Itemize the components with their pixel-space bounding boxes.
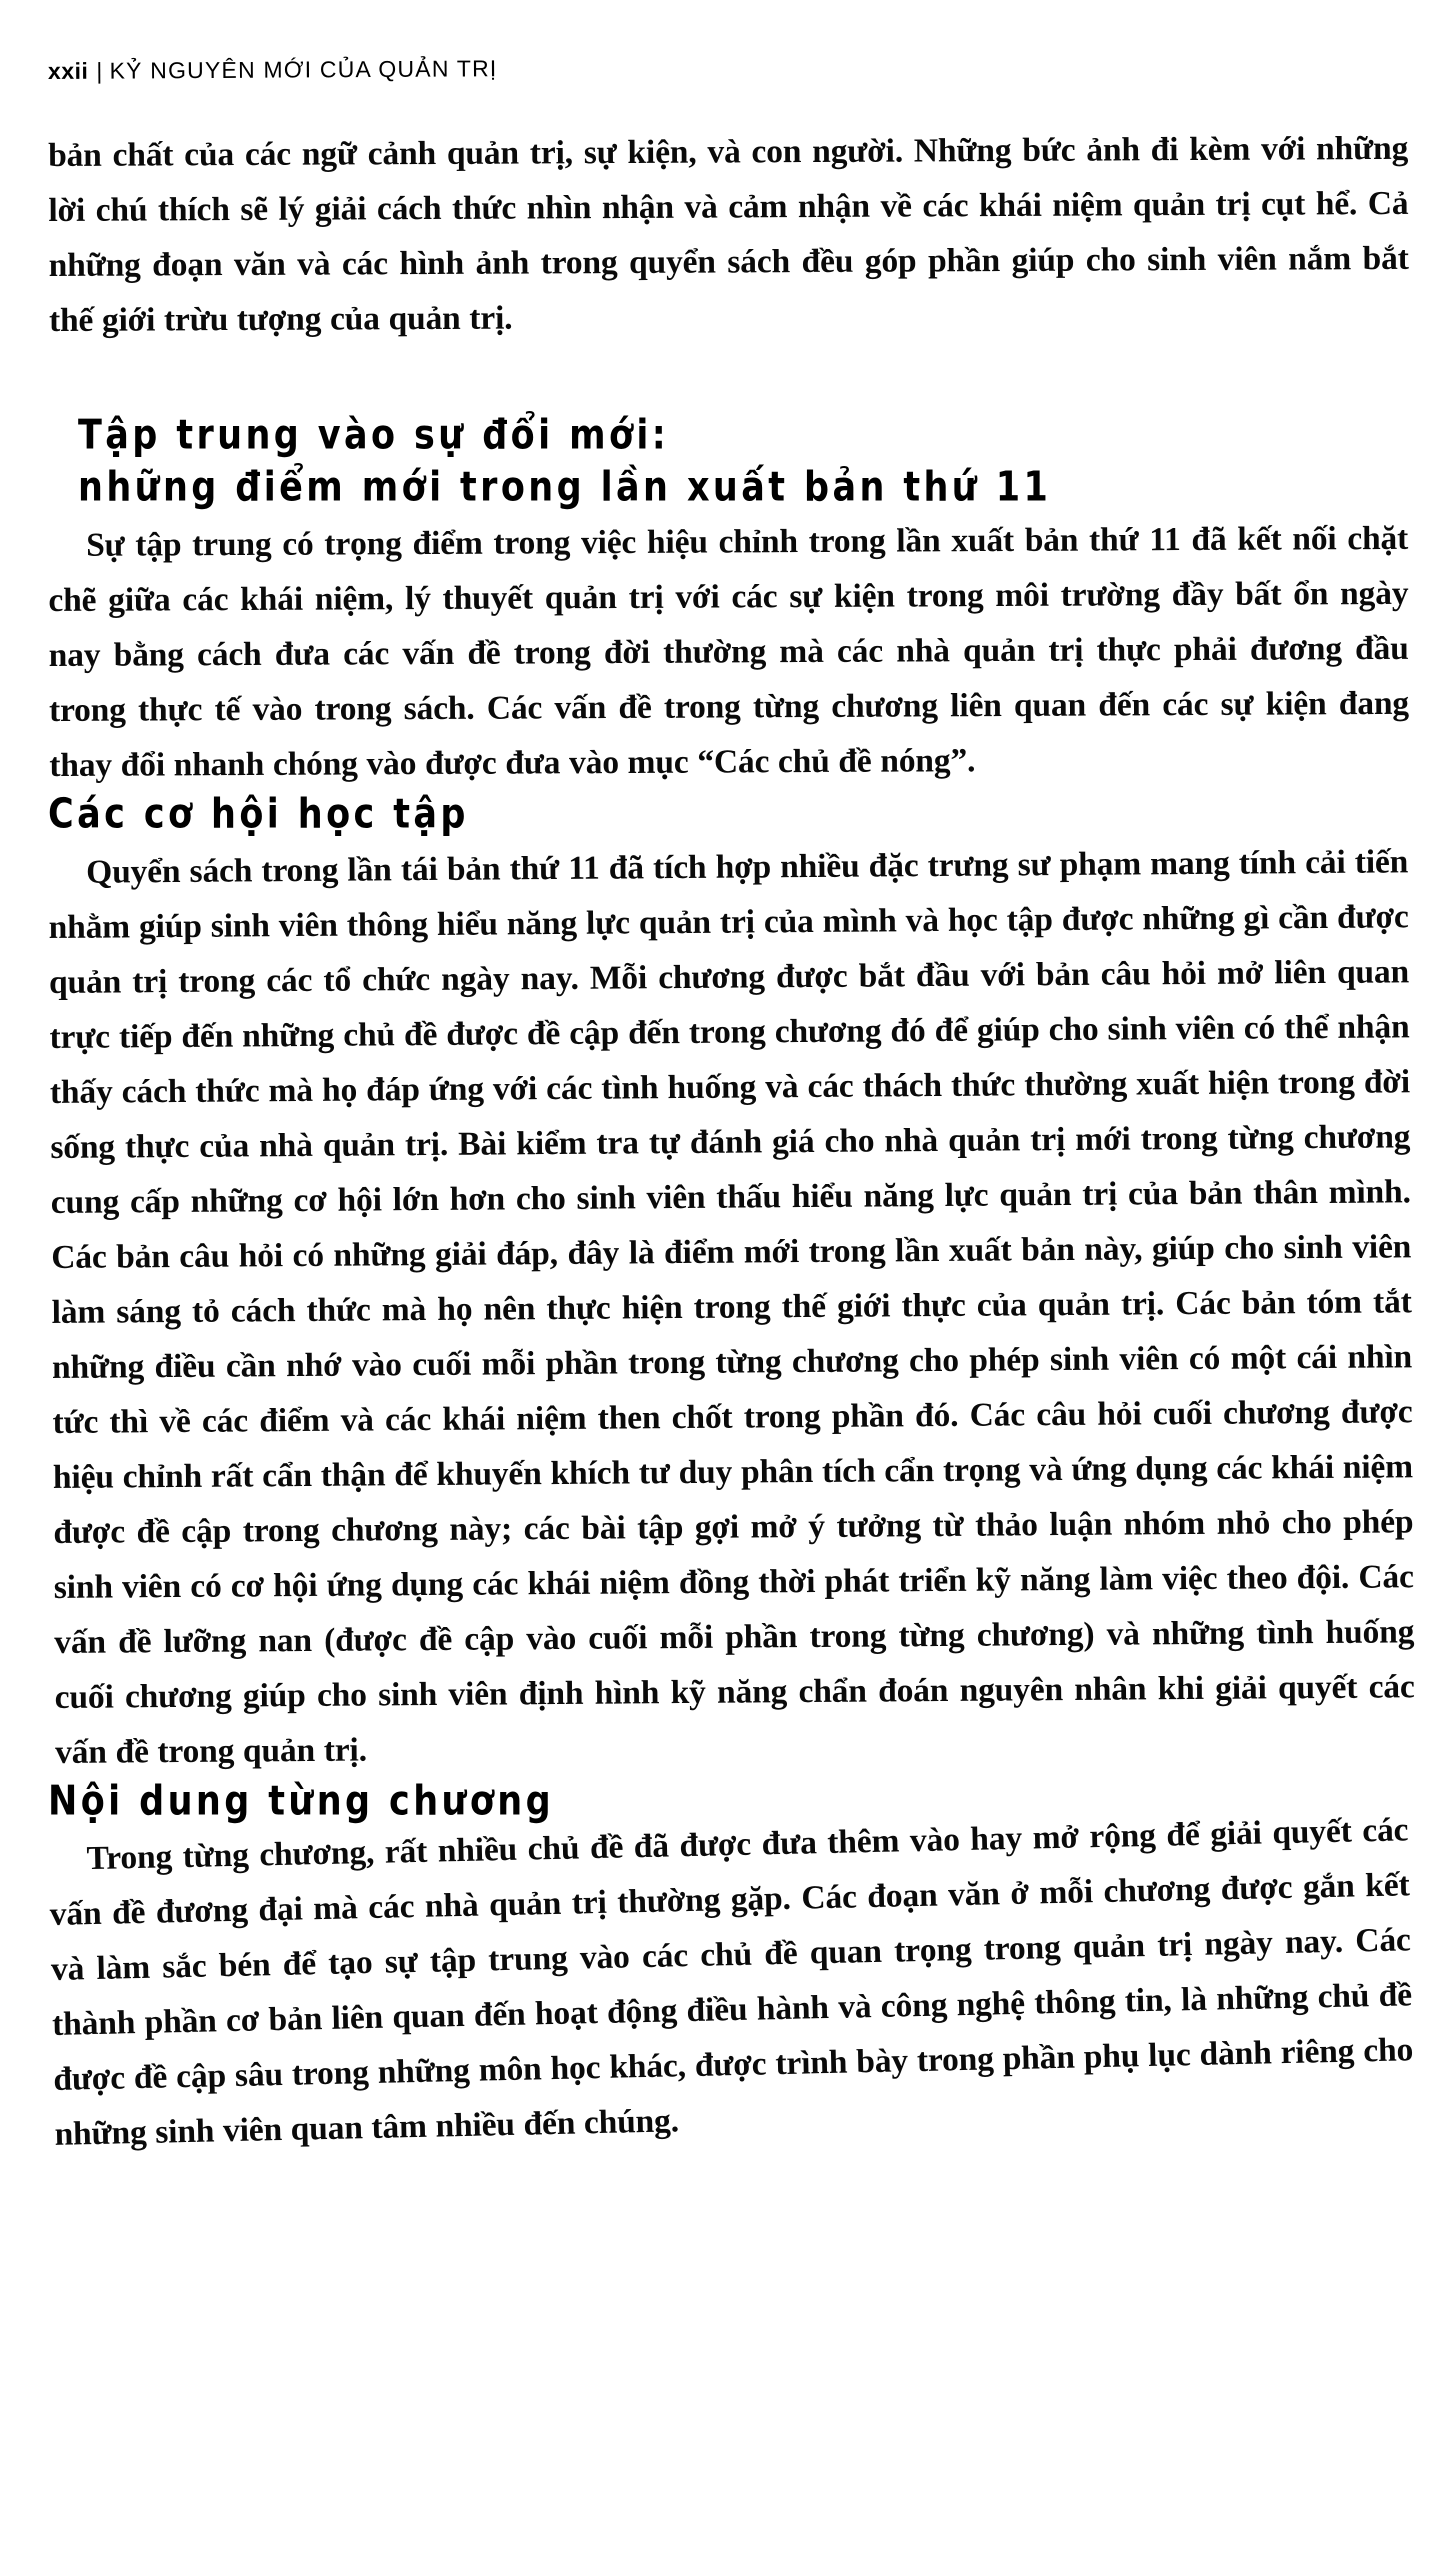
page-folio: xxii: [47, 57, 89, 84]
section-heading-line-1: Tập trung vào sự đổi mới:: [78, 412, 670, 460]
text-column: [48, 128, 1415, 2162]
paragraph-continuation: bản chất của các ngữ cảnh quản trị, sự kiện, và con người. Những bức ảnh đi kèm với những lời chú thích sẽ lý giải cách thức nhìn nhận và cảm nhận về các khái niệm quản trị cụt hể. Cả những đoạn văn và các hình ảnh trong quyển sách đều góp phần giúp cho sinh viên nắm bắt thế giới trừu tượng của quản trị.: [48, 129, 1409, 339]
section-heading-line-2: những điểm mới trong lần xuất bản thứ 11: [78, 464, 1052, 512]
section-heading-innovation-focus: [78, 414, 1408, 518]
section-heading-learning-opportunities: Các cơ hội học tập: [48, 791, 469, 839]
paragraph-chapter-content: Trong từng chương, rất nhiều chủ đề đã được đưa thêm vào hay mở rộng để giải quyết các vấn đề đương đại mà các nhà quản trị thường gặp. Các đoạn văn ở mỗi chương được gắn kết và làm sắc bén để tạo sự tập trung vào các chủ đề quan trọng trong quản trị ngày nay. Các thành phần cơ bản liên quan đến hoạt động điều hành và công nghệ thông tin, là những chủ đề được đề cập sâu trong những môn học khác, được trình bày trong phần phụ lục dành riêng cho những sinh viên quan tâm nhiều đến chúng.: [49, 1811, 1414, 2153]
paragraph-learning-opportunities: Quyển sách trong lần tái bản thứ 11 đã tích hợp nhiều đặc trưng sư phạm mang tính cải tiến nhằm giúp sinh viên thông hiểu năng lực quản trị của mình và học tập được những gì cần được quản trị trong các tổ chức ngày nay. Mỗi chương được bắt đầu với bản câu hỏi mở liên quan trực tiếp đến những chủ đề được đề cập đến trong chương đó để giúp cho sinh viên có thể nhận thấy cách thức mà họ đáp ứng với các tình huống và các thách thức thường xuất hiện trong đời sống thực của nhà quản trị. Bài kiểm tra tự đánh giá cho nhà quản trị mới trong từng chương cung cấp những cơ hội lớn hơn cho sinh viên thấu hiểu năng lực quản trị của bản thân mình. Các bản câu hỏi có những giải đáp, đây là điểm mới trong lần xuất bản này, giúp cho sinh viên làm sáng tỏ cách thức mà họ nên thực hiện trong thế giới thực của quản trị. Các bản tóm tắt những điều cần nhớ vào cuối mỗi phần trong từng chương cho phép sinh viên có một cái nhìn tức thì về các điểm và các khái niệm then chốt trong phần đó. Các câu hỏi cuối chương được hiệu chỉnh rất cẩn thận để khuyến khích tư duy phân tích cẩn trọng và ứng dụng các khái niệm được đề cập trong chương này; các bài tập gợi mở ý tưởng từ thảo luận nhóm nhỏ cho phép sinh viên có cơ hội ứng dụng các khái niệm đồng thời phát triển kỹ năng làm việc theo đội. Các vấn đề lưỡng nan (được đề cập vào cuối mỗi phần trong từng chương) và những tình huống cuối chương giúp cho sinh viên định hình kỹ năng chẩn đoán nguyên nhân khi giải quyết các vấn đề trong quản trị.: [48, 843, 1415, 1771]
paragraph-innovation-focus: Sự tập trung có trọng điểm trong việc hiệu chỉnh trong lần xuất bản thứ 11 đã kết nối chặt chẽ giữa các khái niệm, lý thuyết quản trị với các sự kiện trong môi trường đầy bất ổn ngày nay bằng cách đưa các vấn đề trong đời thường mà các nhà quản trị thực phải đương đầu trong thực tế vào trong sách. Các vấn đề trong từng chương liên quan đến các sự kiện đang thay đổi nhanh chóng vào được đưa vào mục “Các chủ đề nóng”.: [48, 519, 1410, 784]
running-head: [48, 55, 498, 85]
running-head-separator: |: [96, 57, 104, 84]
running-head-title: KỶ NGUYÊN MỚI CỦA QUẢN TRỊ: [109, 55, 498, 84]
section-heading-chapter-content: Nội dung từng chương: [48, 1778, 555, 1826]
